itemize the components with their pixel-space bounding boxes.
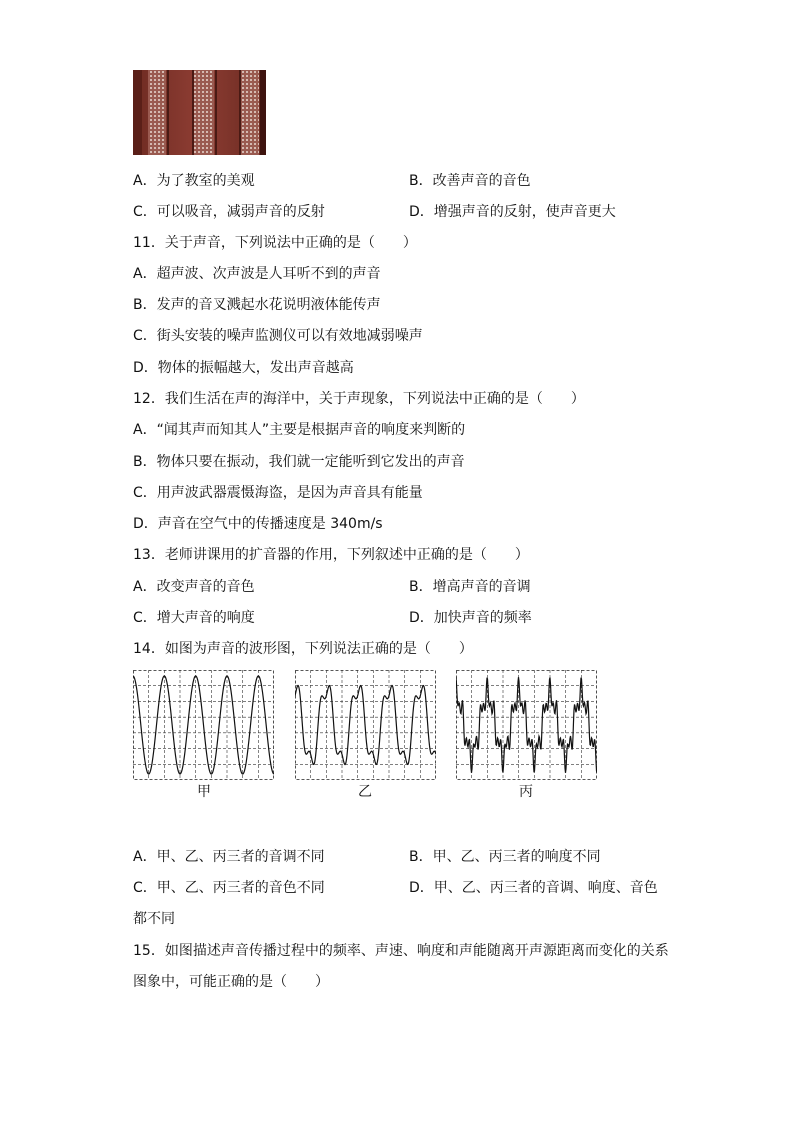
- q11-option-a: A．超声波、次声波是人耳听不到的声音: [133, 266, 381, 282]
- q13-option-d: D．加快声音的频率: [409, 610, 532, 626]
- q10-option-a: A．为了教室的美观: [133, 173, 255, 189]
- waveform-bing: [456, 670, 597, 780]
- q14-option-a: A．甲、乙、丙三者的音调不同: [133, 849, 325, 865]
- q12-stem: 12．我们生活在声的海洋中，关于声现象，下列说法中正确的是（ ）: [133, 391, 585, 407]
- q12-option-d: D．声音在空气中的传播速度是 340m/s: [133, 516, 383, 532]
- q10-option-d: D．增强声音的反射，使声音更大: [409, 204, 616, 220]
- q11-option-c: C．街头安装的噪声监测仪可以有效地减弱噪声: [133, 328, 423, 344]
- q12-option-a: A．“闻其声而知其人”主要是根据声音的响度来判断的: [133, 422, 466, 438]
- waveform-yi: [295, 670, 436, 780]
- waveform-bing-curve: [456, 677, 597, 773]
- q15-stem-line2: 图象中，可能正确的是（ ）: [133, 974, 329, 990]
- q13-option-c: C．增大声音的响度: [133, 610, 255, 626]
- q14-option-c: C．甲、乙、丙三者的音色不同: [133, 880, 325, 896]
- waveform-jia: [133, 670, 274, 780]
- q13-option-b: B．增高声音的音调: [409, 579, 531, 595]
- wooden-panel-photo: [133, 70, 266, 155]
- q14-stem: 14．如图为声音的波形图，下列说法正确的是（ ）: [133, 641, 473, 657]
- q11-option-b: B．发声的音叉溅起水花说明液体能传声: [133, 297, 381, 313]
- q14-option-b: B．甲、乙、丙三者的响度不同: [409, 849, 601, 865]
- q14-option-d: D．甲、乙、丙三者的音调、响度、音色: [409, 880, 658, 896]
- q10-option-b: B．改善声音的音色: [409, 173, 531, 189]
- q12-option-b: B．物体只要在振动，我们就一定能听到它发出的声音: [133, 454, 465, 470]
- q15-stem-line1: 15．如图描述声音传播过程中的频率、声速、响度和声能随离开声源距离而变化的关系: [133, 943, 669, 959]
- waveform-label-yi: 乙: [358, 784, 372, 800]
- waveform-label-bing: 丙: [519, 784, 533, 800]
- waveform-label-jia: 甲: [197, 784, 211, 800]
- q10-option-c: C．可以吸音，减弱声音的反射: [133, 204, 325, 220]
- q13-stem: 13．老师讲课用的扩音器的作用，下列叙述中正确的是（ ）: [133, 547, 529, 563]
- q13-option-a: A．改变声音的音色: [133, 579, 255, 595]
- q12-option-c: C．用声波武器震慑海盗，是因为声音具有能量: [133, 485, 423, 501]
- q11-stem: 11．关于声音，下列说法中正确的是（ ）: [133, 235, 417, 251]
- waveform-yi-curve: [295, 686, 436, 765]
- waveform-jia-curve: [133, 676, 274, 774]
- q11-option-d: D．物体的振幅越大，发出声音越高: [133, 360, 354, 376]
- q14-option-d-continued: 都不同: [133, 911, 175, 927]
